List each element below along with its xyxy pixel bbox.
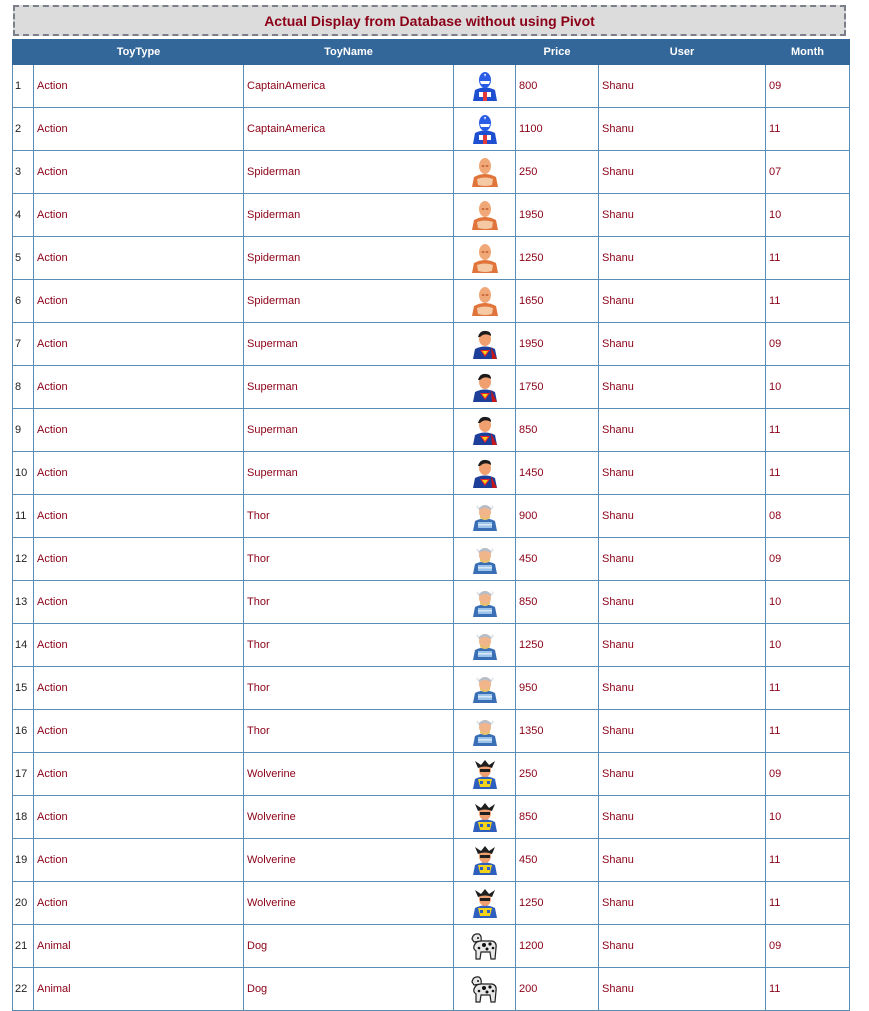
toytype-cell: Animal	[34, 968, 244, 1011]
month-cell: 09	[766, 65, 850, 108]
toytype-cell: Animal	[34, 925, 244, 968]
superman-icon	[454, 414, 515, 446]
month-cell: 11	[766, 968, 850, 1011]
toyname-cell: Spiderman	[244, 237, 454, 280]
toyname-cell: Wolverine	[244, 796, 454, 839]
user-cell: Shanu	[599, 237, 766, 280]
price-cell: 450	[516, 839, 599, 882]
month-cell: 11	[766, 108, 850, 151]
row-number: 13	[13, 581, 34, 624]
col-header-price: Price	[516, 40, 599, 65]
toytype-cell: Action	[34, 796, 244, 839]
user-cell: Shanu	[599, 710, 766, 753]
row-number: 3	[13, 151, 34, 194]
toytype-cell: Action	[34, 194, 244, 237]
row-number: 16	[13, 710, 34, 753]
toytype-cell: Action	[34, 452, 244, 495]
toytype-cell: Action	[34, 495, 244, 538]
price-cell: 950	[516, 667, 599, 710]
row-number: 19	[13, 839, 34, 882]
dog-icon	[454, 973, 515, 1005]
table-row	[13, 280, 850, 323]
user-cell: Shanu	[599, 667, 766, 710]
thor-icon	[454, 586, 515, 618]
toytype-cell: Action	[34, 280, 244, 323]
user-cell: Shanu	[599, 151, 766, 194]
row-number: 21	[13, 925, 34, 968]
toyname-cell: Spiderman	[244, 280, 454, 323]
table-row	[13, 925, 850, 968]
user-cell: Shanu	[599, 538, 766, 581]
month-cell: 11	[766, 452, 850, 495]
table-row	[13, 624, 850, 667]
toytype-cell: Action	[34, 65, 244, 108]
table-row	[13, 151, 850, 194]
wolverine-icon	[454, 801, 515, 833]
table-body	[13, 65, 850, 1011]
month-cell: 07	[766, 151, 850, 194]
toytype-cell: Action	[34, 323, 244, 366]
price-cell: 1750	[516, 366, 599, 409]
col-header-num	[13, 40, 34, 65]
col-header-toytype: ToyType	[34, 40, 244, 65]
table-row	[13, 710, 850, 753]
table-row	[13, 968, 850, 1011]
toy-image-cell	[454, 839, 516, 882]
price-cell: 1950	[516, 194, 599, 237]
price-cell: 850	[516, 581, 599, 624]
thor-icon	[454, 543, 515, 575]
user-cell: Shanu	[599, 65, 766, 108]
superman-icon	[454, 328, 515, 360]
table-row	[13, 366, 850, 409]
month-cell: 10	[766, 581, 850, 624]
user-cell: Shanu	[599, 882, 766, 925]
row-number: 15	[13, 667, 34, 710]
toyname-cell: Thor	[244, 624, 454, 667]
toy-image-cell	[454, 667, 516, 710]
toytype-cell: Action	[34, 882, 244, 925]
toytype-cell: Action	[34, 108, 244, 151]
spiderman-icon	[454, 285, 515, 317]
table-row	[13, 108, 850, 151]
toy-image-cell	[454, 624, 516, 667]
toy-image-cell	[454, 495, 516, 538]
user-cell: Shanu	[599, 624, 766, 667]
table-row	[13, 452, 850, 495]
captain-america-icon	[454, 70, 515, 102]
month-cell: 09	[766, 753, 850, 796]
toy-image-cell	[454, 323, 516, 366]
price-cell: 800	[516, 65, 599, 108]
toyname-cell: Superman	[244, 409, 454, 452]
month-cell: 09	[766, 925, 850, 968]
spiderman-icon	[454, 242, 515, 274]
table-row	[13, 237, 850, 280]
table-row	[13, 839, 850, 882]
toytype-cell: Action	[34, 151, 244, 194]
toytype-cell: Action	[34, 366, 244, 409]
toytype-cell: Action	[34, 538, 244, 581]
toyname-cell: Wolverine	[244, 882, 454, 925]
row-number: 7	[13, 323, 34, 366]
price-cell: 850	[516, 409, 599, 452]
price-cell: 1950	[516, 323, 599, 366]
month-cell: 11	[766, 237, 850, 280]
row-number: 10	[13, 452, 34, 495]
user-cell: Shanu	[599, 366, 766, 409]
col-header-image	[454, 40, 516, 65]
price-cell: 450	[516, 538, 599, 581]
month-cell: 08	[766, 495, 850, 538]
toy-image-cell	[454, 452, 516, 495]
price-cell: 1350	[516, 710, 599, 753]
price-cell: 250	[516, 151, 599, 194]
user-cell: Shanu	[599, 280, 766, 323]
user-cell: Shanu	[599, 108, 766, 151]
toyname-cell: Thor	[244, 538, 454, 581]
dog-icon	[454, 930, 515, 962]
toytype-cell: Action	[34, 581, 244, 624]
captain-america-icon	[454, 113, 515, 145]
toy-image-cell	[454, 366, 516, 409]
price-cell: 900	[516, 495, 599, 538]
table-row	[13, 409, 850, 452]
table-row	[13, 65, 850, 108]
user-cell: Shanu	[599, 409, 766, 452]
month-cell: 11	[766, 667, 850, 710]
toy-image-cell	[454, 753, 516, 796]
toytype-cell: Action	[34, 667, 244, 710]
toyname-cell: Spiderman	[244, 151, 454, 194]
toyname-cell: Spiderman	[244, 194, 454, 237]
toyname-cell: Superman	[244, 366, 454, 409]
toy-image-cell	[454, 108, 516, 151]
user-cell: Shanu	[599, 323, 766, 366]
toyname-cell: CaptainAmerica	[244, 65, 454, 108]
superman-icon	[454, 371, 515, 403]
table-header-row	[13, 40, 850, 65]
toytype-cell: Action	[34, 624, 244, 667]
page-title: Actual Display from Database without using Pivot	[13, 5, 846, 36]
price-cell: 1450	[516, 452, 599, 495]
user-cell: Shanu	[599, 194, 766, 237]
toyname-cell: Wolverine	[244, 753, 454, 796]
toyname-cell: Dog	[244, 925, 454, 968]
price-cell: 1250	[516, 624, 599, 667]
user-cell: Shanu	[599, 452, 766, 495]
col-header-toyname: ToyName	[244, 40, 454, 65]
toy-image-cell	[454, 65, 516, 108]
toyname-cell: Superman	[244, 452, 454, 495]
toy-image-cell	[454, 581, 516, 624]
row-number: 1	[13, 65, 34, 108]
month-cell: 10	[766, 624, 850, 667]
toyname-cell: CaptainAmerica	[244, 108, 454, 151]
row-number: 6	[13, 280, 34, 323]
toyname-cell: Thor	[244, 667, 454, 710]
toytype-cell: Action	[34, 409, 244, 452]
month-cell: 09	[766, 323, 850, 366]
month-cell: 11	[766, 280, 850, 323]
toyname-cell: Dog	[244, 968, 454, 1011]
price-cell: 850	[516, 796, 599, 839]
spiderman-icon	[454, 199, 515, 231]
user-cell: Shanu	[599, 581, 766, 624]
row-number: 2	[13, 108, 34, 151]
price-cell: 1200	[516, 925, 599, 968]
toy-image-cell	[454, 968, 516, 1011]
superman-icon	[454, 457, 515, 489]
toy-image-cell	[454, 796, 516, 839]
toyname-cell: Thor	[244, 581, 454, 624]
spiderman-icon	[454, 156, 515, 188]
price-cell: 1100	[516, 108, 599, 151]
thor-icon	[454, 629, 515, 661]
toy-image-cell	[454, 409, 516, 452]
month-cell: 10	[766, 366, 850, 409]
row-number: 20	[13, 882, 34, 925]
toyname-cell: Wolverine	[244, 839, 454, 882]
row-number: 8	[13, 366, 34, 409]
table-row	[13, 194, 850, 237]
thor-icon	[454, 500, 515, 532]
toytype-cell: Action	[34, 237, 244, 280]
toy-image-cell	[454, 710, 516, 753]
row-number: 18	[13, 796, 34, 839]
toy-image-cell	[454, 194, 516, 237]
month-cell: 10	[766, 194, 850, 237]
table-row	[13, 495, 850, 538]
col-header-month: Month	[766, 40, 850, 65]
user-cell: Shanu	[599, 925, 766, 968]
toy-image-cell	[454, 280, 516, 323]
price-cell: 250	[516, 753, 599, 796]
wolverine-icon	[454, 758, 515, 790]
price-cell: 1650	[516, 280, 599, 323]
table-row	[13, 667, 850, 710]
row-number: 22	[13, 968, 34, 1011]
thor-icon	[454, 715, 515, 747]
row-number: 4	[13, 194, 34, 237]
user-cell: Shanu	[599, 839, 766, 882]
row-number: 5	[13, 237, 34, 280]
table-row	[13, 882, 850, 925]
thor-icon	[454, 672, 515, 704]
month-cell: 11	[766, 409, 850, 452]
wolverine-icon	[454, 844, 515, 876]
row-number: 14	[13, 624, 34, 667]
row-number: 12	[13, 538, 34, 581]
table-row	[13, 323, 850, 366]
toytype-cell: Action	[34, 710, 244, 753]
toy-image-cell	[454, 538, 516, 581]
row-number: 11	[13, 495, 34, 538]
table-row	[13, 753, 850, 796]
price-cell: 200	[516, 968, 599, 1011]
table-row	[13, 538, 850, 581]
toyname-cell: Thor	[244, 495, 454, 538]
toy-image-cell	[454, 237, 516, 280]
month-cell: 09	[766, 538, 850, 581]
row-number: 17	[13, 753, 34, 796]
user-cell: Shanu	[599, 796, 766, 839]
month-cell: 10	[766, 796, 850, 839]
user-cell: Shanu	[599, 753, 766, 796]
toy-image-cell	[454, 925, 516, 968]
toytype-cell: Action	[34, 839, 244, 882]
user-cell: Shanu	[599, 495, 766, 538]
toy-image-cell	[454, 882, 516, 925]
toytype-cell: Action	[34, 753, 244, 796]
wolverine-icon	[454, 887, 515, 919]
col-header-user: User	[599, 40, 766, 65]
toys-table	[12, 39, 850, 1011]
toyname-cell: Thor	[244, 710, 454, 753]
month-cell: 11	[766, 882, 850, 925]
month-cell: 11	[766, 839, 850, 882]
price-cell: 1250	[516, 237, 599, 280]
table-row	[13, 581, 850, 624]
row-number: 9	[13, 409, 34, 452]
user-cell: Shanu	[599, 968, 766, 1011]
month-cell: 11	[766, 710, 850, 753]
price-cell: 1250	[516, 882, 599, 925]
table-row	[13, 796, 850, 839]
toyname-cell: Superman	[244, 323, 454, 366]
toy-image-cell	[454, 151, 516, 194]
